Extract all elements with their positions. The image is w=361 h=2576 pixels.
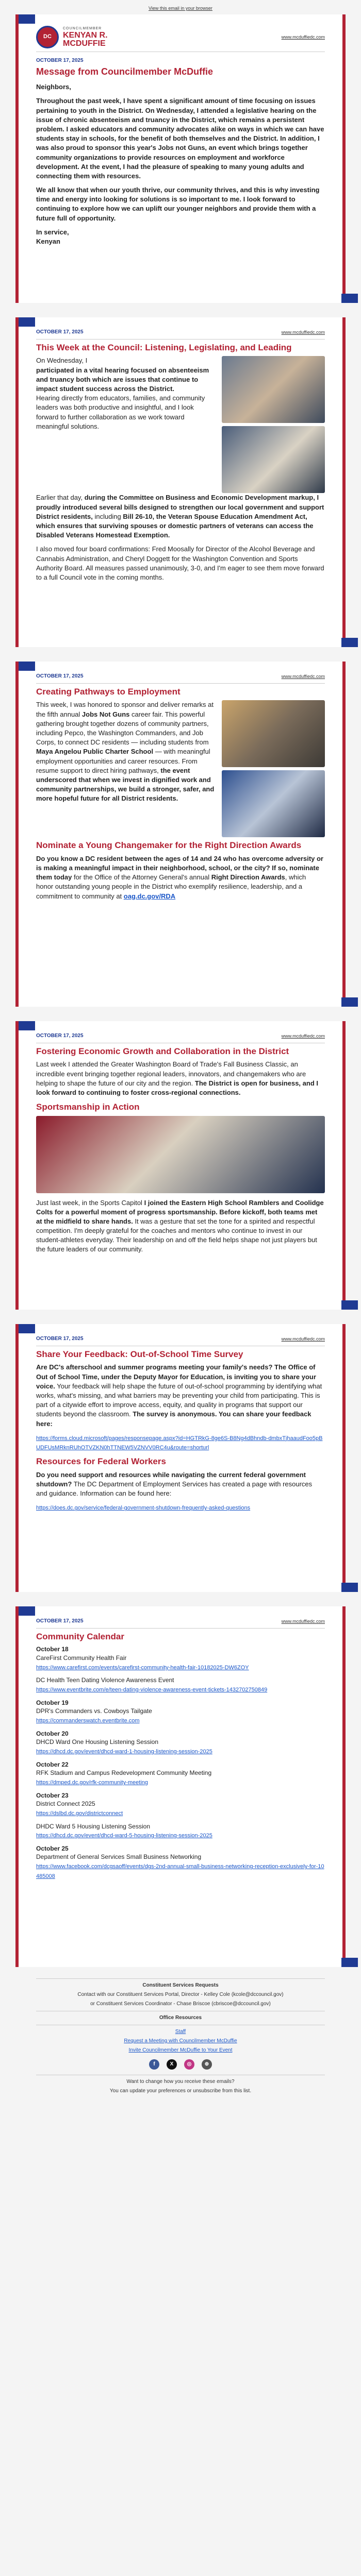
site-link[interactable]: www.mcduffiedc.com	[281, 673, 325, 679]
survey-link[interactable]: https://forms.cloud.microsoft/pages/responsepage.aspx?id=HGTRkG-8ge6S-B8Ng4dBhndb-dmbxTjhaaudFoo5pBUDFUsMRknRUhOTVZKN0hTTNEW5VZNVV0RC4u&route=shorturl	[36, 1435, 323, 1451]
seal-icon: DC	[36, 26, 59, 48]
event-name: DHDC Ward 5 Housing Listening Session	[36, 1822, 150, 1830]
sports-title: Sportsmanship in Action	[36, 1102, 140, 1112]
calendar-title: Community Calendar	[36, 1632, 124, 1641]
instagram-icon[interactable]: ◎	[184, 2059, 194, 2070]
signoff-2: Kenyan	[36, 238, 60, 245]
event-name: RFK Stadium and Campus Redevelopment Community Meeting	[36, 1769, 212, 1777]
services-heading: Constituent Services Requests	[142, 1982, 219, 1988]
resources-p1b: The DC Department of Employment Services has created a page with resources and guidance. Information can be found here:	[36, 1480, 313, 1498]
council-p2a: Earlier that day,	[36, 494, 83, 502]
calendar-event	[36, 1676, 325, 1694]
event-link[interactable]: https://dhcd.dc.gov/event/dhcd-ward-1-housing-listening-session-2025	[36, 1749, 212, 1755]
event-link[interactable]: https://www.carefirst.com/events/carefirst-community-health-fair-10182025-DW6ZOY	[36, 1664, 249, 1671]
frame-left	[15, 14, 19, 303]
sports-photo	[36, 1116, 325, 1193]
frame-right	[342, 14, 346, 303]
meeting-link[interactable]: Request a Meeting with Councilmember McDuffie	[124, 2038, 237, 2044]
growth-p1a: Last week I attended the Greater Washington Board of Trade's Fall Business Classic, an incredible event bringing together regional leaders, innovators, and changemakers who are helping to shape the future of our city and the region.	[36, 1060, 306, 1087]
corner-accent	[341, 997, 358, 1007]
changemaker-p1d: , which honor outstanding young people in the District who exemplify resilience, leadership, and a commitment to community at	[36, 873, 306, 900]
event-name: District Connect 2025	[36, 1800, 95, 1808]
corner-accent	[341, 638, 358, 647]
calendar-section	[15, 1606, 346, 1967]
section-header	[36, 1335, 325, 1346]
site-link[interactable]: www.mcduffiedc.com	[281, 34, 325, 40]
event-date: October 25	[36, 1844, 69, 1852]
council-title: This Week at the Council: Listening, Legislating, and Leading	[36, 343, 292, 352]
corner-accent	[341, 1300, 358, 1310]
event-link[interactable]: https://commanderswatch.eventbrite.com	[36, 1718, 140, 1724]
site-link[interactable]: www.mcduffiedc.com	[281, 1033, 325, 1039]
survey-p1b: Your feedback will help shape the future of out-of-school programming by identifying what works, what's missing, and what barriers may be preventing your child from participating. This is part of a citywide effort to improve access, equity, and quality in programs that support our students beyond the classroom.	[36, 1382, 322, 1418]
brand-logo	[36, 26, 108, 48]
survey-p1c: The survey is anonymous. You can share your feedback here:	[36, 1410, 311, 1428]
resources-link[interactable]: https://does.dc.gov/service/federal-government-shutdown-frequently-asked-questions	[36, 1505, 251, 1512]
pathways-p1f: the event underscored that when we invest in dignified work and community partnerships, we build a stronger, safer, and more hopeful future for all District residents.	[36, 766, 215, 803]
corner-accent	[19, 1021, 35, 1030]
message-title: Message from Councilmember McDuffie	[36, 66, 214, 77]
resources-p1a: Do you need support and resources while navigating the current federal government shutdown?	[36, 1470, 306, 1488]
event-name: CareFirst Community Health Fair	[36, 1654, 127, 1662]
message-para-2: We all know that when our youth thrive, our community thrives, and this is why investing time and energy into looking for solutions is so important to me. I look forward to continuing to explore how we can uplift our younger neighbors and provide them with a future full of opportunity.	[36, 186, 320, 222]
event-link[interactable]: https://dhcd.dc.gov/event/dhcd-ward-5-housing-listening-session-2025	[36, 1833, 212, 1839]
growth-p1b: The District is open for business, and I look forward to continuing to foster cross-regional connections.	[36, 1079, 318, 1096]
brand-name-1: KENYAN R.	[63, 30, 108, 40]
frame-left	[15, 317, 19, 647]
calendar-event	[36, 1844, 325, 1880]
update-line: You can update your preferences or unsubscribe from this list.	[109, 2088, 252, 2094]
event-date: October 23	[36, 1791, 69, 1799]
section-header	[36, 673, 325, 684]
pathways-title: Creating Pathways to Employment	[36, 687, 180, 697]
survey-title: Share Your Feedback: Out-of-School Time Survey	[36, 1349, 243, 1359]
resources-title: Resources for Federal Workers	[36, 1456, 166, 1467]
changemaker-p1b: for the Office of the Attorney General's annual	[73, 873, 210, 882]
sports-p1c: It was a gesture that set the tone for a spirited and respectful competition. I'm deeply grateful for the coaches and mentors who continue to invest in our student-athletes everyday. Their leadership on and off the field helps shape not just players but the future leaders of our community.	[36, 1217, 317, 1253]
changemaker-p1c: Right Direction Awards	[211, 873, 285, 882]
site-link[interactable]: www.mcduffiedc.com	[281, 1336, 325, 1342]
message-para-1: Throughout the past week, I have spent a significant amount of time focusing on issues pertaining to youth in the District. On Wednesday, I attended a legislative hearing on the issue of chronic absenteeism and truancy in the District, which remains a persistent problem. I asked educators and community advocates alike on ways in which we can have students stay in schools, for the benefit of both themselves and the District. In addition, I was also proud to sponsor this year's Jobs not Guns, an event which brings together community organizations to provide resources on employment and workforce development. At the event, I had the pleasure of speaking to many young adults and connecting them with resources.	[36, 97, 324, 180]
frame-left	[15, 1021, 19, 1310]
council-p3: I also moved four board confirmations: Fred Moosally for Director of the Alcohol Beverage and Cannabis Administration, and Cheryl Doggett for the Washington Convention and Sports Authority Board. All measures passed unanimously, 3-0, and I'm eager to see them move forward to a full Council vote in the coming months.	[36, 545, 324, 581]
corner-accent	[19, 1324, 35, 1333]
council-p2c: including	[94, 512, 121, 520]
event-list	[36, 1645, 325, 1880]
site-link[interactable]: www.mcduffiedc.com	[281, 1618, 325, 1624]
signoff-1: In service,	[36, 228, 69, 236]
frame-right	[342, 1606, 346, 1967]
corner-accent	[341, 1958, 358, 1967]
growth-section	[15, 1021, 346, 1310]
facebook-icon[interactable]: f	[149, 2059, 159, 2070]
corner-accent	[19, 14, 35, 24]
office-heading: Office Resources	[159, 2015, 202, 2021]
view-in-browser	[0, 0, 361, 14]
issue-date: OCTOBER 17, 2025	[36, 1033, 84, 1039]
social-row	[15, 2059, 346, 2070]
event-date: October 22	[36, 1760, 69, 1768]
event-name: Department of General Services Small Business Networking	[36, 1853, 202, 1861]
section-header	[36, 1618, 325, 1629]
event-date: October 18	[36, 1646, 69, 1653]
pathways-p1b: Jobs Not Guns	[81, 710, 130, 718]
markup-photo	[222, 426, 325, 493]
pathways-p1c: career fair. This powerful gathering brought together dozens of community partners, including Pepco, the Washington Commanders, and Job Corps, to connect DC residents — including students from	[36, 710, 209, 747]
event-name: DPR's Commanders vs. Cowboys Tailgate	[36, 1707, 152, 1715]
section-header	[36, 1032, 325, 1043]
pathways-p1d: Maya Angelou Public Charter School	[36, 748, 154, 756]
corner-accent	[19, 1606, 35, 1616]
site-link[interactable]: www.mcduffiedc.com	[281, 329, 325, 335]
hearing-photo	[222, 356, 325, 423]
corner-accent	[341, 1583, 358, 1592]
event-link[interactable]: https://dmped.dc.gov/rfk-community-meeting	[36, 1780, 149, 1786]
frame-right	[342, 317, 346, 647]
message-section	[15, 14, 346, 303]
council-section	[15, 317, 346, 647]
frame-left	[15, 1324, 19, 1592]
pathways-p1a: This week, I was honored to sponsor and deliver remarks at the fifth annual	[36, 701, 214, 718]
pathways-section	[15, 662, 346, 1007]
calendar-event	[36, 1645, 325, 1672]
brand-header	[36, 26, 325, 52]
issue-date: OCTOBER 17, 2025	[36, 1618, 84, 1624]
changemaker-title: Nominate a Young Changemaker for the Right Direction Awards	[36, 840, 302, 851]
frame-right	[342, 662, 346, 1007]
pathways-p1e: — with meaningful employment opportunities and career resources. From resume support to direct hiring pathways,	[36, 748, 210, 774]
growth-title: Fostering Economic Growth and Collaboration in the District	[36, 1046, 289, 1056]
services-line-1: Contact with our Constituent Services Portal, Director - Kelley Cole (kcole@dccouncil.gov)	[77, 1992, 284, 1997]
changemaker-p1a: Do you know a DC resident between the ages of 14 and 24 who has overcome adversity or is making a meaningful impact in their neighborhood, school, or the city? If so, nominate them today	[36, 854, 323, 882]
footer	[15, 1967, 346, 2105]
event-link[interactable]: https://dslbd.dc.gov/districtconnect	[36, 1810, 123, 1817]
frame-right	[342, 1324, 346, 1592]
event-date: October 19	[36, 1699, 69, 1706]
change-line: Want to change how you receive these emails?	[126, 2079, 235, 2084]
survey-p1a: Are DC's afterschool and summer programs meeting your family's needs? The Office of Out of School Time, under the Deputy Mayor for Education, is inviting you to share your voice.	[36, 1363, 316, 1390]
council-p1c: Hearing directly from educators, families, and community leaders was both productive and insightful, and I look forward to further collaboration as we work toward meaningful solutions.	[36, 394, 205, 430]
career-fair-photo	[222, 700, 325, 767]
corner-accent	[19, 317, 35, 327]
staff-link[interactable]: Staff	[175, 2029, 186, 2035]
frame-left	[15, 1606, 19, 1967]
invite-link[interactable]: Invite Councilmember McDuffie to Your Event	[128, 2047, 233, 2053]
survey-section	[15, 1324, 346, 1592]
council-p2b: during the Committee on Business and Economic Development markup, I proudly introduced several bills designed to strengthen our local government and support District residents,	[36, 494, 324, 520]
issue-date: OCTOBER 17, 2025	[36, 58, 84, 63]
issue-date: OCTOBER 17, 2025	[36, 1336, 84, 1342]
event-name: DC Health Teen Dating Violence Awareness Event	[36, 1676, 174, 1684]
event-link[interactable]: https://www.facebook.com/dcgsaoff/events/dgs-2nd-annual-small-business-networking-reception-exclusively-for-10485008	[36, 1863, 324, 1879]
council-p1b: participated in a vital hearing focused on absenteeism and truancy both which are issues that continue to impact student success across the District.	[36, 366, 209, 393]
corner-accent	[19, 662, 35, 671]
issue-date: OCTOBER 17, 2025	[36, 329, 84, 335]
council-p1a: On Wednesday, I	[36, 357, 88, 365]
remarks-photo	[222, 770, 325, 837]
frame-left	[15, 662, 19, 1007]
website-icon[interactable]: ⊕	[202, 2059, 212, 2070]
x-icon[interactable]: X	[167, 2059, 177, 2070]
greeting: Neighbors,	[36, 83, 71, 91]
event-link[interactable]: https://www.eventbrite.com/e/teen-dating-violence-awareness-event-tickets-1432702750849	[36, 1687, 268, 1693]
calendar-event	[36, 1699, 325, 1725]
section-header	[36, 329, 325, 340]
frame-right	[342, 1021, 346, 1310]
sports-p1a: Just last week, in the Sports Capitol	[36, 1198, 142, 1207]
event-date: October 20	[36, 1730, 69, 1737]
calendar-event	[36, 1760, 325, 1787]
calendar-event	[36, 1791, 325, 1818]
calendar-event	[36, 1730, 325, 1756]
event-name: DHCD Ward One Housing Listening Session	[36, 1738, 158, 1746]
corner-accent	[341, 294, 358, 303]
council-p2d: Bill 26-10, the Veteran Spouse Education Amendment Act, which ensures that surviving spouses or domestic partners of veterans can access the Disabled Veterans Homestead Exemption.	[36, 512, 314, 539]
brand-name-2: MCDUFFIE	[63, 39, 106, 48]
view-in-browser-link[interactable]: View this email in your browser	[149, 6, 212, 11]
issue-date: OCTOBER 17, 2025	[36, 673, 84, 679]
rda-link[interactable]: oag.dc.gov/RDA	[123, 892, 176, 900]
brand-small: COUNCILMEMBER	[63, 27, 102, 31]
calendar-event	[36, 1822, 325, 1840]
services-line-2: or Constituent Services Coordinator - Chase Briscoe (cbriscoe@dccouncil.gov)	[90, 2001, 271, 2007]
sports-p1b: I joined the Eastern High School Ramblers and Coolidge Colts for a powerful moment of progress sportsmanship. Before kickoff, both teams met at the midfield to share hands.	[36, 1198, 324, 1225]
